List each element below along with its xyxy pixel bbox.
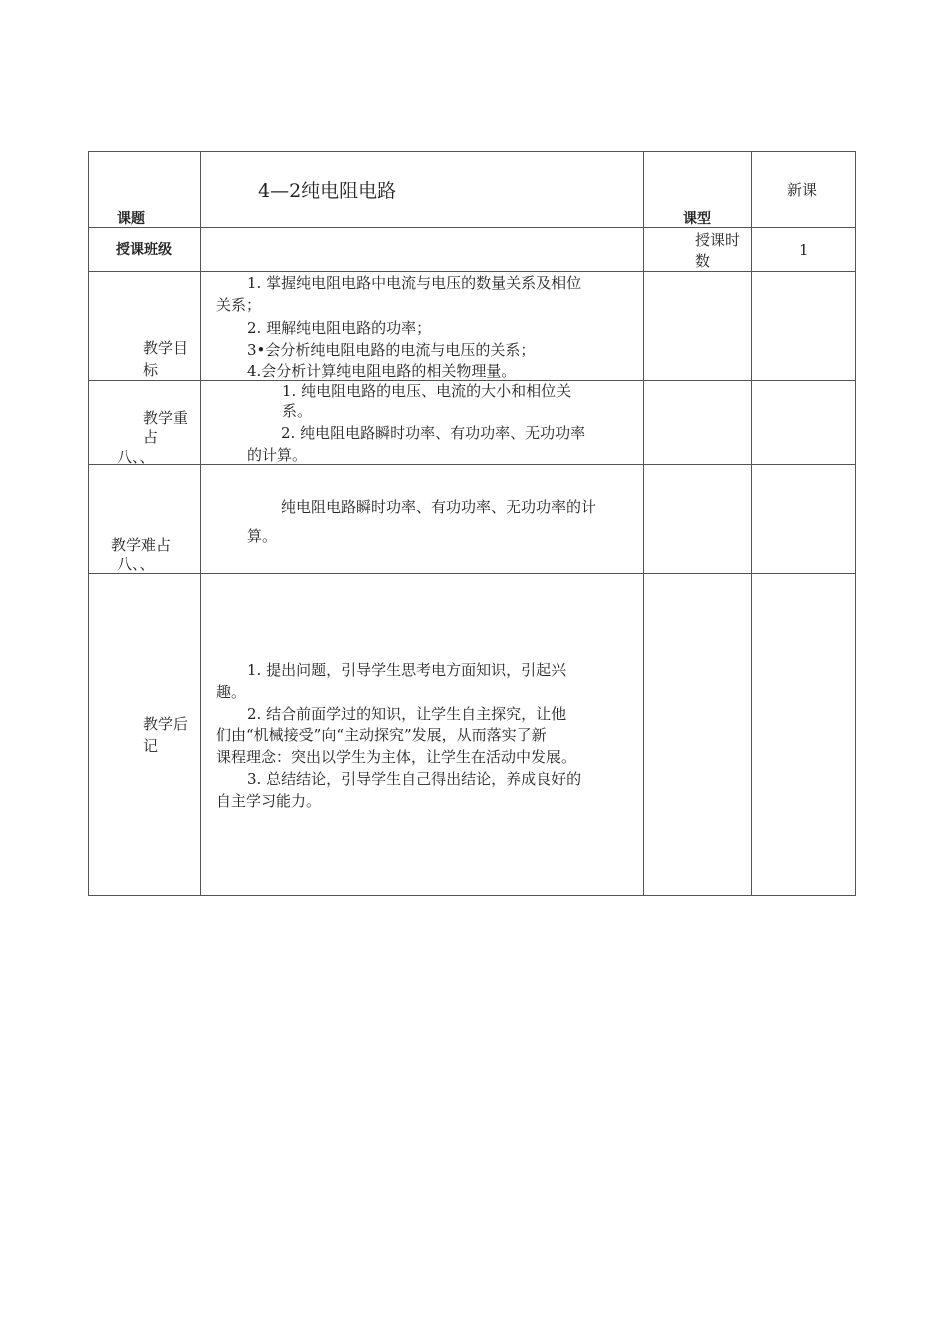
objectives-line: 3•会分析纯电阻电路的电流与电压的关系； bbox=[247, 341, 536, 359]
table-border-bottom bbox=[88, 895, 856, 896]
table-row-divider bbox=[88, 271, 856, 272]
table-col-divider bbox=[751, 151, 752, 896]
reflection-line: 自主学习能力。 bbox=[216, 792, 322, 810]
objectives-line: 1. 掌握纯电阻电路中电流与电压的数量关系及相位 bbox=[247, 274, 582, 292]
reflection-line: 3. 总结结论，引导学生自己得出结论，养成良好的 bbox=[247, 770, 582, 788]
difficulties-label-line1: 教学难占 bbox=[111, 536, 172, 554]
lesson-title: 4—2纯电阻电路 bbox=[258, 180, 397, 202]
table-border-right bbox=[855, 151, 856, 896]
type-label: 课型 bbox=[683, 211, 711, 227]
table-border-left bbox=[88, 151, 89, 896]
key-points-line: 的计算。 bbox=[247, 446, 308, 464]
table-row-divider bbox=[88, 464, 856, 465]
key-points-label-line1: 教学重 bbox=[143, 409, 189, 427]
objectives-line: 2. 理解纯电阻电路的功率； bbox=[247, 319, 432, 337]
hours-label-line2: 数 bbox=[695, 252, 711, 270]
reflection-line: 们由“机械接受”向“主动探究”发展，从而落实了新 bbox=[216, 726, 547, 744]
objectives-label-line2: 标 bbox=[143, 361, 159, 379]
reflection-line: 课程理念：突出以学生为主体，让学生在活动中发展。 bbox=[216, 748, 577, 766]
key-points-line: 2. 纯电阻电路瞬时功率、有功功率、无功功率 bbox=[281, 424, 586, 442]
table-col-divider bbox=[200, 151, 201, 896]
difficulties-label-line2: 八、、 bbox=[117, 555, 155, 573]
difficulties-line: 算。 bbox=[247, 527, 278, 545]
objectives-line: 4.会分析计算纯电阻电路的相关物理量。 bbox=[247, 362, 517, 380]
reflection-line: 1. 提出问题，引导学生思考电方面知识，引起兴 bbox=[247, 661, 567, 679]
hours-label-line1: 授课时 bbox=[695, 231, 741, 249]
reflection-label-line2: 记 bbox=[143, 737, 159, 755]
class-label: 授课班级 bbox=[116, 242, 172, 258]
hours-value: 1 bbox=[799, 241, 809, 259]
title-label: 课题 bbox=[117, 211, 145, 227]
key-points-label-line3: 八、、 bbox=[117, 448, 155, 466]
objectives-line: 关系； bbox=[216, 296, 262, 314]
table-row-divider bbox=[88, 227, 856, 228]
type-value: 新课 bbox=[787, 181, 818, 199]
key-points-line: 系。 bbox=[282, 402, 313, 420]
reflection-line: 趣。 bbox=[216, 683, 247, 701]
difficulties-line: 纯电阻电路瞬时功率、有功功率、无功功率的计 bbox=[281, 498, 597, 516]
reflection-line: 2. 结合前面学过的知识，让学生自主探究，让他 bbox=[247, 705, 567, 723]
key-points-label-line2: 占 bbox=[143, 428, 159, 446]
reflection-label-line1: 教学后 bbox=[143, 715, 189, 733]
objectives-label-line1: 教学目 bbox=[143, 339, 189, 357]
key-points-line: 1. 纯电阻电路的电压、电流的大小和相位关 bbox=[282, 382, 572, 400]
table-col-divider bbox=[643, 151, 644, 896]
table-border-top bbox=[88, 151, 856, 152]
table-row-divider bbox=[88, 573, 856, 574]
